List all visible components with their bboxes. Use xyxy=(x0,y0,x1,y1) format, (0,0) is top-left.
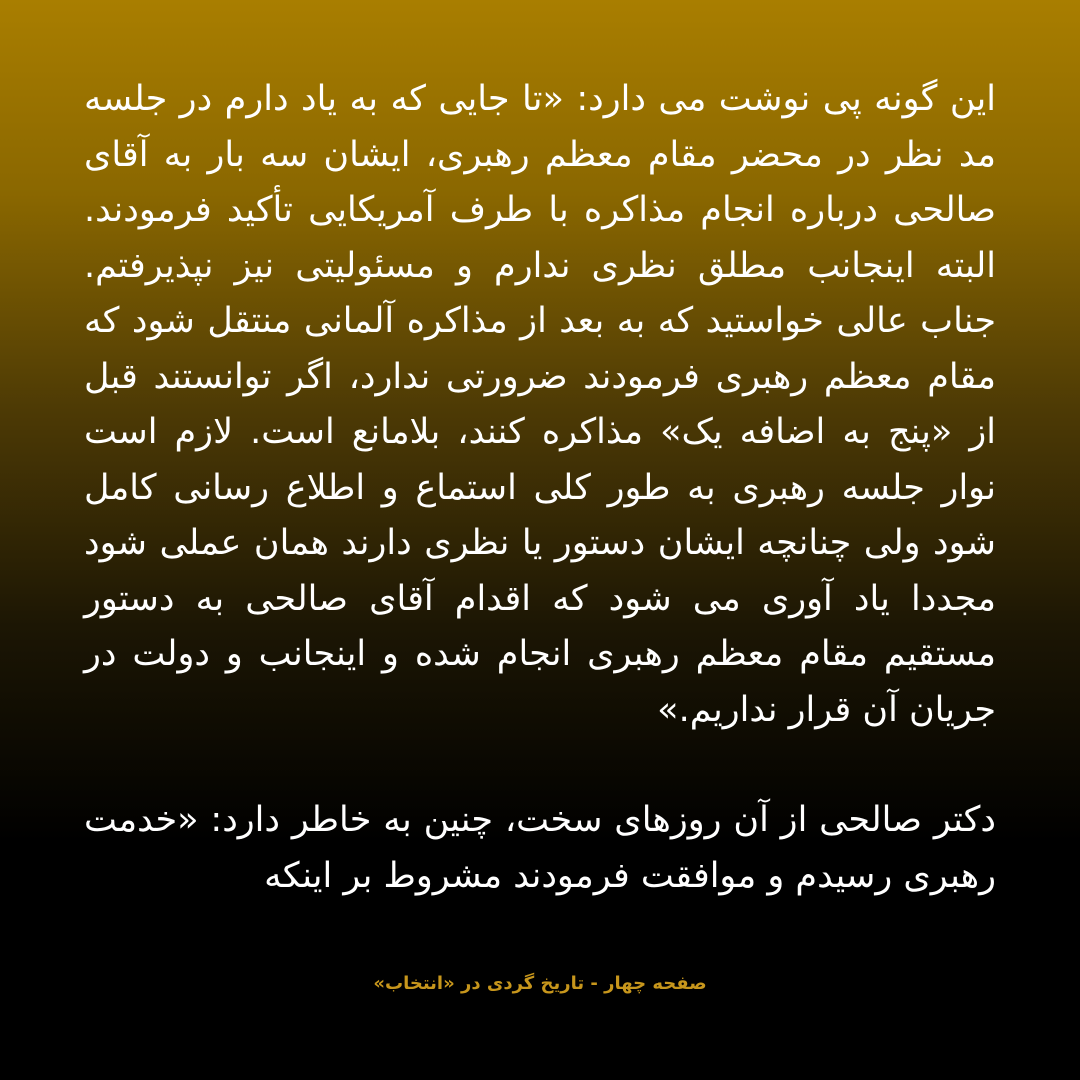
article-paragraph-2: دکتر صالحی از آن روزهای سخت، چنین به خاطر دارد: «خدمت رهبری رسیدم و موافقت فرمودند مشروط بر اینکه xyxy=(84,800,996,896)
article-paragraph-1: این گونه پی نوشت می دارد: «تا جایی که به یاد دارم در جلسه مد نظر در محضر مقام معظم رهبری، ایشان سه بار به آقای صالحی درباره انجام مذاکره با طرف آمریکایی تأکید فرمودند. البته اینجانب مطلق نظری ندارم و مسئولیتی نیز نپذیرفتم. جناب عالی خواستید که به بعد از مذاکره آلمانی منتقل شود که مقام معظم رهبری فرمودند ضرورتی ندارد، اگر توانستند قبل از «پنج به اضافه یک» مذاکره کنند، بلامانع است. لازم است نوار جلسه رهبری به طور کلی استماع و اطلاع رسانی کامل شود ولی چنانچه ایشان دستور یا نظری دارند همان عملی شود مجددا یاد آوری می شود که اقدام آقای صالحی به دستور مستقیم مقام معظم رهبری انجام شده و اینجانب و دولت در جریان آن قرار نداریم.» xyxy=(84,79,996,730)
article-body xyxy=(84,72,996,904)
paragraph-spacer xyxy=(84,738,996,793)
footer-caption: صفحه چهار - تاریخ گردی در «انتخاب» xyxy=(373,973,707,994)
